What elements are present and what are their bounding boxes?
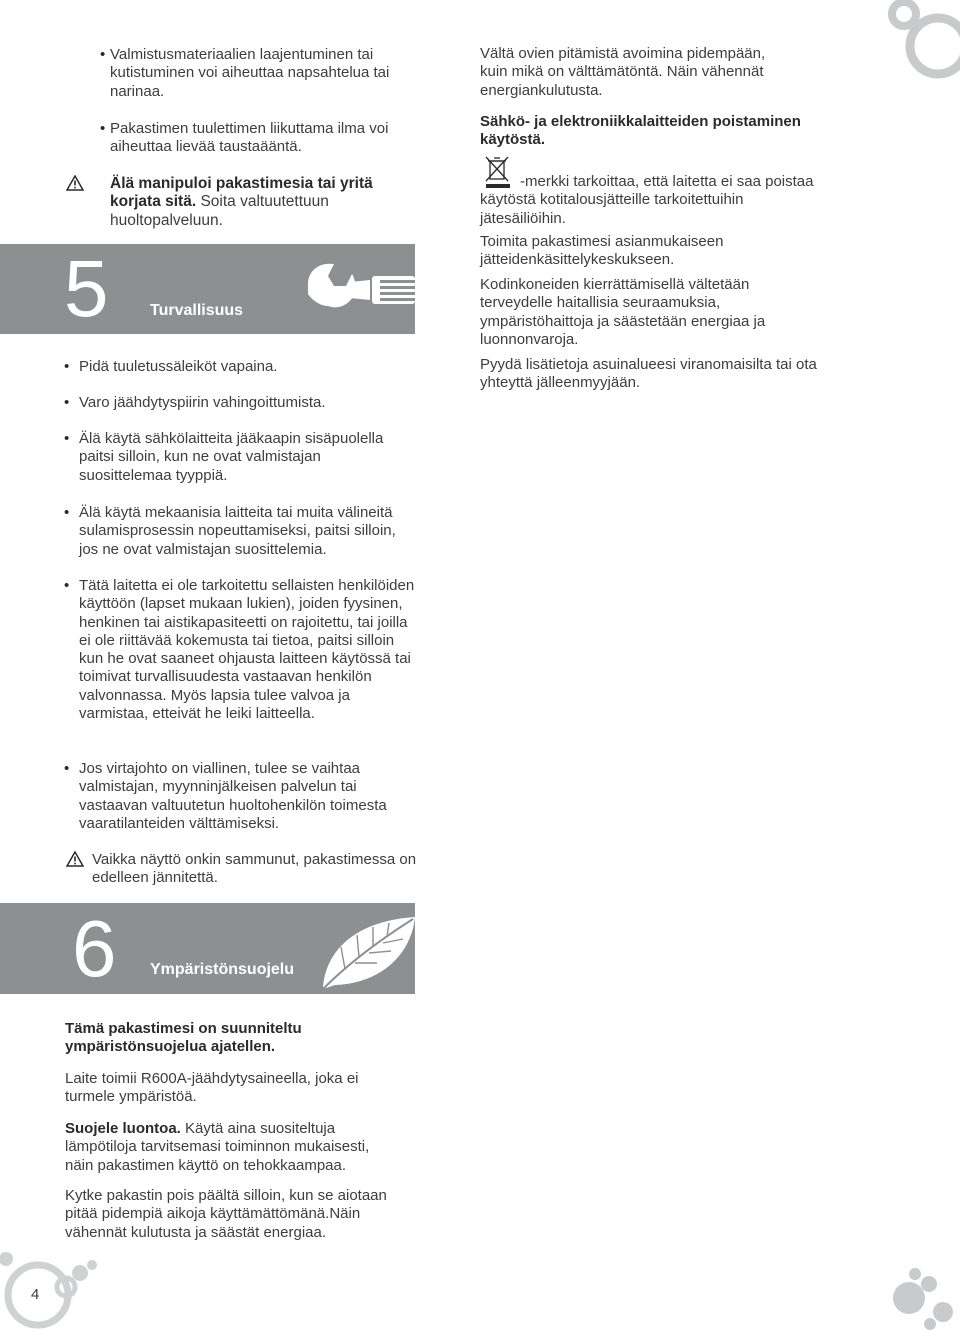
bullet-dot: •: [64, 358, 70, 375]
right-paragraph: Kodinkoneiden kierrättämisellä vältetään terveydelle haitallisia seuraamuksia, ympäristöhaittoja ja säästetään energiaa ja luonnonvaroja.: [480, 276, 766, 348]
section6-paragraph: Laite toimii R600A-jäähdytysaineella, joka ei turmele ympäristöä.: [65, 1070, 359, 1106]
page-number: 4: [31, 1286, 40, 1303]
list-item: Valmistusmateriaalien laajentuminen tai kutistuminen voi aiheuttaa napsahtelua tai narinaa.: [110, 46, 390, 100]
right-heading: Sähkö- ja elektroniikkalaitteiden poistaminen käytöstä.: [480, 113, 801, 149]
section-6-banner: [0, 903, 415, 994]
section6-intro: Tämä pakastimesi on suunniteltu ympäristönsuojelua ajatellen.: [65, 1020, 302, 1056]
bullet-dot: •: [100, 120, 106, 137]
bullet-dot: •: [64, 760, 70, 777]
warning-rest: Soita valtuutettuun huoltopalveluun.: [110, 193, 329, 229]
leaf-icon: [315, 911, 415, 991]
section-title: Ympäristönsuojelu: [150, 961, 295, 978]
warning-text: [110, 175, 390, 230]
corner-ornament-bottom-right: [885, 1262, 960, 1331]
list-item: Pidä tuuletussäleiköt vapaina.: [79, 358, 278, 375]
bullet-dot: •: [64, 504, 70, 521]
list-item: Älä käytä mekaanisia laitteita tai muita välineitä sulamisprosessin nopeuttamiseksi, paitsi silloin, jos ne ovat valmistajan suosittelemia.: [79, 504, 396, 558]
section-number: 5: [64, 244, 109, 333]
warning-text: Vaikka näyttö onkin sammunut, pakastimessa on edelleen jännitettä.: [92, 851, 417, 887]
list-item: Tätä laitetta ei ole tarkoitettu sellaisten henkilöiden käyttöön (lapset mukaan lukien), joiden fyysinen, henkinen tai aistikapasiteetti on rajoitettu, tai joilla ei ole riittävää kokemusta tai tietoa, paitsi silloin kun he ovat saaneet ohjausta laitteen käytössä tai toimivat turvallisuudesta vastaavan henkilön valvonnassa. Myös lapsia tulee valvoa ja varmistaa, etteivät he leiki laitteella.: [79, 577, 415, 723]
bullet-dot: •: [64, 394, 70, 411]
paragraph-bold: Suojele luontoa.: [65, 1120, 181, 1137]
section6-paragraph: Kytke pakastin pois päältä silloin, kun se aiotaan pitää pidempiä aikoja käyttämättömänä.Näin vähennät kulutusta ja säästät energiaa.: [65, 1187, 387, 1241]
warning-icon: [66, 851, 84, 867]
section-number: 6: [72, 904, 117, 993]
section-title: Turvallisuus: [150, 302, 244, 319]
section6-paragraph: [65, 1120, 395, 1175]
right-paragraph: Vältä ovien pitämistä avoimina pidempään, kuin mikä on välttämätöntä. Näin vähennät energiankulutusta.: [480, 45, 766, 99]
bullet-dot: •: [64, 430, 70, 447]
warning-icon: [66, 175, 84, 191]
section-5-banner: [0, 244, 415, 334]
list-item: Pakastimen tuulettimen liikuttama ilma voi aiheuttaa lievää taustaääntä.: [110, 120, 389, 156]
bullet-dot: •: [100, 46, 106, 63]
bullet-dot: •: [64, 577, 70, 594]
warning-bold: Älä manipuloi pakastimesia tai yritä korjata sitä.: [110, 175, 373, 211]
paragraph-rest: Käytä aina suositeltuja lämpötiloja tarvitsemasi toiminnon mukaisesti, näin pakastimen käyttö on tehokkaampaa.: [65, 1120, 370, 1174]
right-paragraph: Pyydä lisätietoja asuinalueesi viranomaisilta tai ota yhteyttä jälleenmyyjään.: [480, 356, 817, 392]
corner-ornament-top-right: [880, 0, 960, 90]
corner-ornament-bottom-left: [0, 1245, 110, 1331]
list-item: Älä käytä sähkölaitteita jääkaapin sisäpuolella paitsi silloin, kun ne ovat valmistajan suosittelemaa tyyppiä.: [79, 430, 384, 484]
wrench-screwdriver-icon: [300, 256, 415, 326]
right-paragraph: Toimita pakastimesi asianmukaiseen jätteidenkäsittelykeskukseen.: [480, 233, 724, 269]
list-item: Varo jäähdytyspiirin vahingoittumista.: [79, 394, 326, 411]
list-item: Jos virtajohto on viallinen, tulee se vaihtaa valmistajan, myynninjälkeisen palvelun tai vastaavan valtuutetun huoltohenkilön toimesta vaaratilanteiden välttämiseksi.: [79, 760, 387, 832]
weee-text: -merkki tarkoittaa, että laitetta ei saa poistaa käytöstä kotitalousjätteille tarkoitettuihin jätesäiliöihin.: [480, 173, 814, 227]
